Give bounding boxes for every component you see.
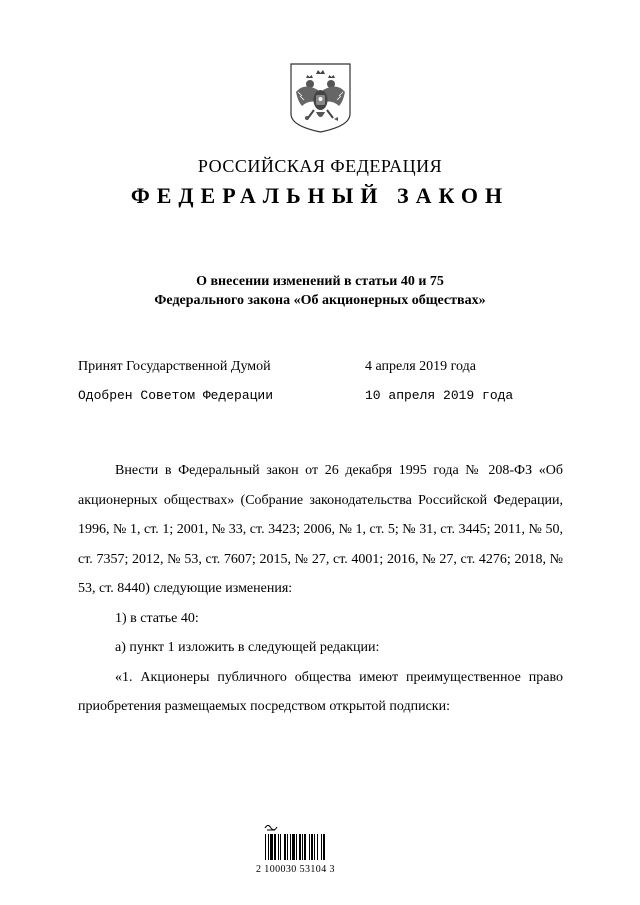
law-body <box>78 456 563 722</box>
law-title <box>0 272 640 310</box>
coat-of-arms-emblem <box>288 62 353 134</box>
amendment-intro-paragraph: Внести в Федеральный закон от 26 декабря 1995 года № 208-ФЗ «Об акционерных обществах» (Собрание законодательства Российской Федерации, 1996, № 1, ст. 1; 2001, № 33, ст. 3423; 2006, № 1, ст. 5; № 31, ст. 3445; 2011, № 50, ст. 7357; 2012, № 53, ст. 7607; 2015, № 27, ст. 4001; 2016, № 27, ст. 4276; 2018, № 53, ст. 8440) следующие изменения: <box>78 463 563 596</box>
duma-adoption-date: 4 апреля 2019 года <box>365 359 476 374</box>
document-type-heading: ФЕДЕРАЛЬНЫЙ ЗАКОН <box>130 183 510 208</box>
barcode-image <box>263 822 343 862</box>
duma-adoption-label: Принят Государственной Думой <box>78 359 271 374</box>
barcode-number: 2 100030 53104 3 <box>256 864 335 875</box>
council-approval-label: Одобрен Советом Федерации <box>78 388 274 403</box>
council-approval-date: 10 апреля 2019 года <box>365 388 514 403</box>
amendment-quoted-text: «1. Акционеры публичного общества имеют преимущественное право приобретения размещаемых посредством открытой подписки: <box>78 669 563 714</box>
law-title-line-1: О внесении изменений в статьи 40 и 75 <box>196 274 444 289</box>
law-title-line-2: Федерального закона «Об акционерных обществах» <box>154 293 486 308</box>
amendment-item-a: а) пункт 1 изложить в следующей редакции: <box>115 640 380 655</box>
country-name: РОССИЙСКАЯ ФЕДЕРАЦИЯ <box>197 156 443 176</box>
amendment-item-1: 1) в статье 40: <box>115 610 199 626</box>
